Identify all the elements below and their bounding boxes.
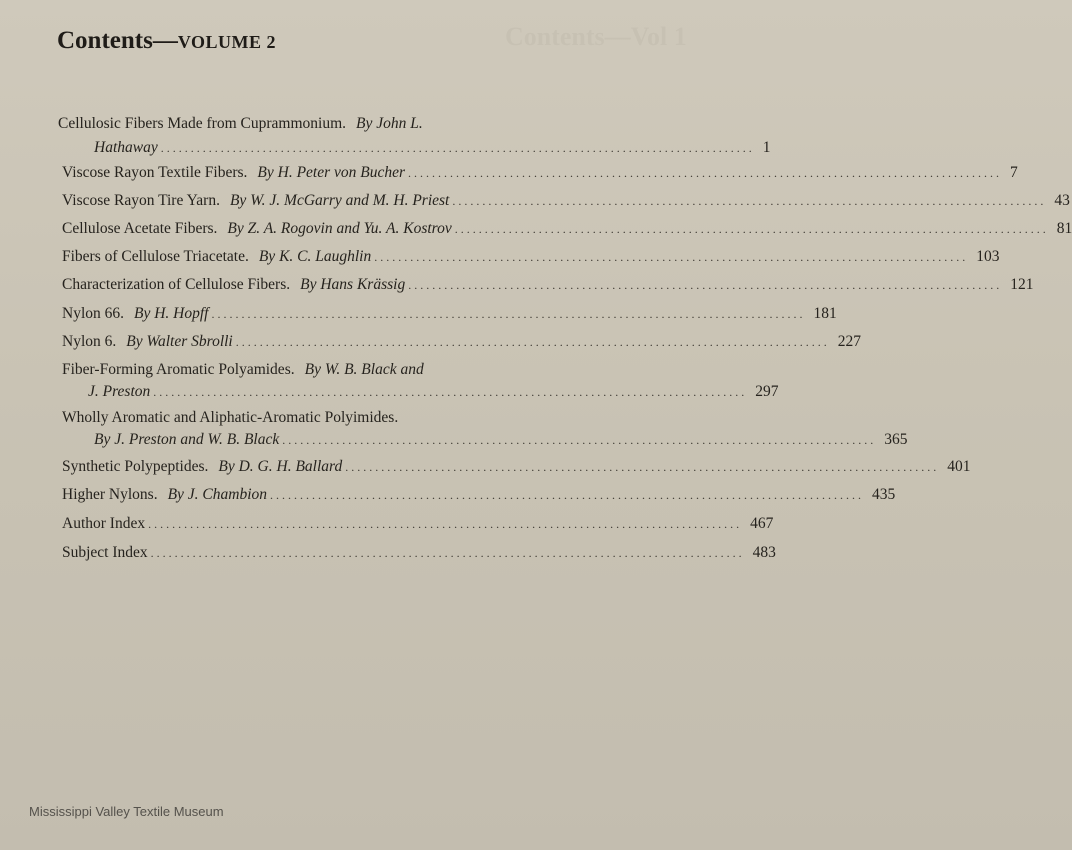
toc-entry-page: 181 xyxy=(813,305,837,322)
toc-entry xyxy=(58,485,896,505)
toc-entry-author: By J. Chambion xyxy=(167,486,268,503)
toc-entry-title: Fiber-Forming Aromatic Polyamides. xyxy=(62,361,295,378)
toc-entry xyxy=(58,219,1072,239)
toc-entry-author-cont: Hathaway xyxy=(94,139,158,156)
toc-entry xyxy=(58,514,774,534)
toc-entry-page: 121 xyxy=(1010,276,1034,293)
toc-entry-page: 103 xyxy=(976,248,1000,265)
toc-entry xyxy=(58,114,771,158)
toc-entry-page: 467 xyxy=(750,515,774,532)
toc-entry-author: By D. G. H. Ballard xyxy=(218,458,343,475)
dot-leader: ................................................................................................... xyxy=(148,517,743,531)
toc-entry-author: By H. Peter von Bucher xyxy=(257,164,406,181)
toc-entry-page: 43 xyxy=(1054,192,1070,209)
toc-entry-title: Characterization of Cellulose Fibers. xyxy=(62,276,291,293)
toc-entry-page: 1 xyxy=(762,139,771,156)
toc-entry xyxy=(58,275,1034,295)
toc-entry-title: Viscose Rayon Textile Fibers. xyxy=(62,164,248,181)
title-volume: VOLUME 2 xyxy=(177,32,276,52)
toc-entry-title: Author Index xyxy=(62,515,146,532)
toc-entry-title: Wholly Aromatic and Aliphatic-Aromatic Polyimides. xyxy=(62,409,399,426)
toc-entry-author: By Walter Sbrolli xyxy=(126,333,233,350)
toc-entry-author: By H. Hopff xyxy=(134,305,209,322)
toc-entry-page: 7 xyxy=(1010,164,1018,181)
toc-entry-title: Cellulose Acetate Fibers. xyxy=(62,220,218,237)
toc-entry xyxy=(58,360,779,402)
toc-entry-page: 81 xyxy=(1056,220,1072,237)
toc-entry-author: By W. J. McGarry and M. H. Priest xyxy=(229,192,450,209)
toc-entry-title: Subject Index xyxy=(62,544,148,561)
dot-leader: ................................................................................................... xyxy=(235,335,830,349)
toc-entry xyxy=(58,408,908,450)
dot-leader: ................................................................................................... xyxy=(345,460,940,474)
toc-entry-page: 435 xyxy=(872,486,896,503)
toc-entry xyxy=(58,163,1018,183)
toc-entry-title: Higher Nylons. xyxy=(62,486,158,503)
toc-entry xyxy=(58,332,861,352)
toc-entry-author: By Hans Krässig xyxy=(300,276,406,293)
dot-leader: ................................................................................................... xyxy=(408,278,1003,292)
bleed-through-text: Contents—Vol 1 xyxy=(505,22,687,51)
toc-entry xyxy=(58,247,1000,267)
page-title xyxy=(57,27,276,55)
toc-entry xyxy=(58,543,776,563)
toc-entry-author-cont: J. Preston xyxy=(88,383,151,400)
watermark: Mississippi Valley Textile Museum xyxy=(29,804,224,819)
toc-entry-title: Synthetic Polypeptides. xyxy=(62,458,209,475)
dot-leader: ................................................................................................... xyxy=(270,488,865,502)
dot-leader: ................................................................................................... xyxy=(452,194,1047,208)
toc-entry-title: Nylon 6. xyxy=(62,333,117,350)
toc-entry-title: Cellulosic Fibers Made from Cuprammonium. xyxy=(58,115,347,132)
dot-leader: ................................................................................................... xyxy=(153,385,748,399)
dot-leader: ................................................................................................... xyxy=(282,433,877,447)
toc-entry-author: By W. B. Black and xyxy=(304,361,424,378)
toc-entry-page: 297 xyxy=(755,383,779,400)
dot-leader: ................................................................................................... xyxy=(211,307,806,321)
dot-leader: ................................................................................................... xyxy=(150,546,745,560)
dot-leader: ................................................................................................... xyxy=(454,222,1049,236)
dot-leader: ................................................................................................... xyxy=(160,141,755,155)
toc-entry-author: By Z. A. Rogovin and Yu. A. Kostrov xyxy=(227,220,452,237)
dot-leader: ................................................................................................... xyxy=(374,250,969,264)
toc-entry-page: 365 xyxy=(884,431,908,448)
toc-entry-title: Fibers of Cellulose Triacetate. xyxy=(62,248,249,265)
toc-entry-page: 227 xyxy=(837,333,861,350)
toc-entry-title: Viscose Rayon Tire Yarn. xyxy=(62,192,220,209)
toc-entry xyxy=(58,304,837,324)
toc-entry xyxy=(58,457,971,477)
toc-entry-author: By J. Preston and W. B. Black xyxy=(94,431,280,448)
title-contents: Contents— xyxy=(57,27,178,54)
toc-entry-title: Nylon 66. xyxy=(62,305,124,322)
dot-leader: ................................................................................................... xyxy=(408,166,1003,180)
toc-entry-author: By K. C. Laughlin xyxy=(258,248,372,265)
toc-entry-author: By John L. xyxy=(356,115,423,132)
toc-entry-page: 401 xyxy=(947,458,971,475)
toc-entry xyxy=(58,191,1070,211)
toc-entry-page: 483 xyxy=(752,544,776,561)
